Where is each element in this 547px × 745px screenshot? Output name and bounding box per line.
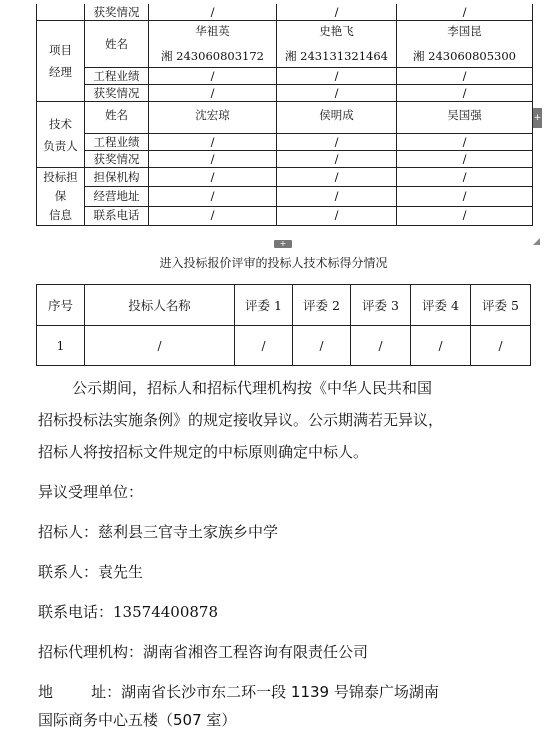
table-cell: / bbox=[397, 85, 533, 102]
table-row bbox=[37, 85, 533, 102]
score-table bbox=[36, 284, 531, 366]
table-cell: / bbox=[85, 326, 235, 366]
table-cell: / bbox=[471, 326, 531, 366]
row-label: 经营地址 bbox=[85, 187, 149, 206]
section-project-manager bbox=[37, 21, 85, 102]
row-label: 获奖情况 bbox=[85, 4, 149, 21]
row-label: 工程业绩 bbox=[85, 68, 149, 85]
objection-unit-heading: 异议受理单位： bbox=[38, 483, 144, 501]
table-row bbox=[37, 134, 533, 151]
phone-line bbox=[38, 598, 518, 626]
person-name: 吴国强 bbox=[397, 102, 533, 134]
phone-label: 联系电话： bbox=[38, 603, 114, 621]
table-cell: / bbox=[277, 206, 397, 225]
table-cell: / bbox=[397, 187, 533, 206]
table-row bbox=[37, 102, 533, 134]
column-header: 序号 bbox=[37, 285, 85, 326]
phone-value: 13574400878 bbox=[113, 603, 218, 621]
person-name: 华祖英 bbox=[195, 24, 230, 38]
table-row bbox=[37, 168, 533, 187]
column-header: 评委 1 bbox=[235, 285, 293, 326]
table-cell: / bbox=[351, 326, 411, 366]
row-label: 姓名 bbox=[85, 21, 149, 68]
add-column-button[interactable]: + bbox=[533, 108, 542, 128]
table-header-row bbox=[37, 285, 531, 326]
candidate-info-table bbox=[36, 4, 533, 226]
column-header: 评委 2 bbox=[293, 285, 351, 326]
section-label: 技术 bbox=[49, 116, 72, 131]
table-cell: / bbox=[235, 326, 293, 366]
table-cell: 1 bbox=[37, 326, 85, 366]
row-label: 姓名 bbox=[85, 102, 149, 134]
person-name: 李国昆 bbox=[447, 24, 482, 38]
table-cell: / bbox=[397, 4, 533, 21]
table-cell: / bbox=[293, 326, 351, 366]
row-label: 担保机构 bbox=[85, 168, 149, 187]
column-header: 评委 5 bbox=[471, 285, 531, 326]
table-cell: / bbox=[277, 168, 397, 187]
section-label: 项目 bbox=[49, 43, 72, 57]
table-cell: / bbox=[277, 68, 397, 85]
notice-paragraph: 公示期间，招标人和招标代理机构按《中华人民共和国 bbox=[72, 379, 433, 397]
table-cell: / bbox=[277, 187, 397, 206]
table-caption: 进入投标报价评审的投标人技术标得分情况 bbox=[159, 256, 388, 270]
address-line bbox=[38, 678, 518, 706]
agency-line: 招标代理机构：湖南省湘咨工程咨询有限责任公司 bbox=[38, 643, 369, 661]
table-cell: / bbox=[277, 134, 397, 151]
person-id: 湘 243060805300 bbox=[413, 49, 516, 63]
table-cell: / bbox=[277, 85, 397, 102]
notice-body bbox=[38, 374, 518, 734]
column-header: 评委 3 bbox=[351, 285, 411, 326]
table-cell: / bbox=[397, 134, 533, 151]
column-header: 投标人名称 bbox=[85, 285, 235, 326]
section-tech-lead bbox=[37, 102, 85, 168]
table-row bbox=[37, 4, 533, 21]
address-label: 地 址： bbox=[38, 683, 122, 701]
table-row bbox=[37, 187, 533, 206]
table-cell: / bbox=[149, 151, 277, 168]
section-label: 经理 bbox=[49, 65, 72, 79]
row-label: 联系电话 bbox=[85, 206, 149, 225]
row-label: 获奖情况 bbox=[85, 85, 149, 102]
table-cell: / bbox=[149, 85, 277, 102]
person-id: 湘 243131321464 bbox=[285, 49, 388, 63]
section-label: 投标担保 bbox=[43, 170, 78, 203]
table-cell: / bbox=[277, 4, 397, 21]
table-cell: / bbox=[149, 206, 277, 225]
table-cell: / bbox=[397, 168, 533, 187]
table-cell bbox=[37, 4, 85, 21]
table-row bbox=[37, 151, 533, 168]
section-guarantee bbox=[37, 168, 85, 226]
table-cell: / bbox=[149, 134, 277, 151]
notice-paragraph: 招标人将按招标文件规定的中标原则确定中标人。 bbox=[38, 443, 369, 461]
table-cell: / bbox=[397, 206, 533, 225]
person-cell bbox=[277, 21, 397, 68]
person-cell bbox=[397, 21, 533, 68]
table-cell: / bbox=[397, 151, 533, 168]
row-label: 获奖情况 bbox=[85, 151, 149, 168]
table-cell: / bbox=[277, 151, 397, 168]
person-name: 侯明成 bbox=[277, 102, 397, 134]
tenderer-line: 招标人：慈利县三官寺土家族乡中学 bbox=[38, 523, 279, 541]
person-cell bbox=[149, 21, 277, 68]
section-label: 负责人 bbox=[43, 138, 78, 153]
contact-line: 联系人：袁先生 bbox=[38, 563, 144, 581]
row-label: 工程业绩 bbox=[85, 134, 149, 151]
table-cell: / bbox=[149, 4, 277, 21]
person-id: 湘 243060803172 bbox=[161, 49, 264, 63]
column-header: 评委 4 bbox=[411, 285, 471, 326]
table-row bbox=[37, 326, 531, 366]
add-row-button[interactable]: + bbox=[274, 240, 292, 248]
table-resize-handle[interactable] bbox=[533, 238, 540, 245]
address-value: 湖南省长沙市东二环一段 1139 号锦泰广场湖南 bbox=[121, 683, 439, 701]
notice-paragraph: 招标投标法实施条例》的规定接收异议。公示期满若无异议， bbox=[38, 411, 444, 429]
table-row bbox=[37, 68, 533, 85]
table-cell: / bbox=[411, 326, 471, 366]
person-name: 史艳飞 bbox=[319, 24, 354, 38]
table-row bbox=[37, 206, 533, 225]
table-cell: / bbox=[149, 168, 277, 187]
person-name: 沈宏琼 bbox=[149, 102, 277, 134]
table-row bbox=[37, 21, 533, 68]
table-cell: / bbox=[149, 187, 277, 206]
table-cell: / bbox=[149, 68, 277, 85]
section-label: 信息 bbox=[49, 208, 72, 222]
table-cell: / bbox=[397, 68, 533, 85]
address-line-2: 国际商务中心五楼（507 室） bbox=[38, 711, 237, 729]
